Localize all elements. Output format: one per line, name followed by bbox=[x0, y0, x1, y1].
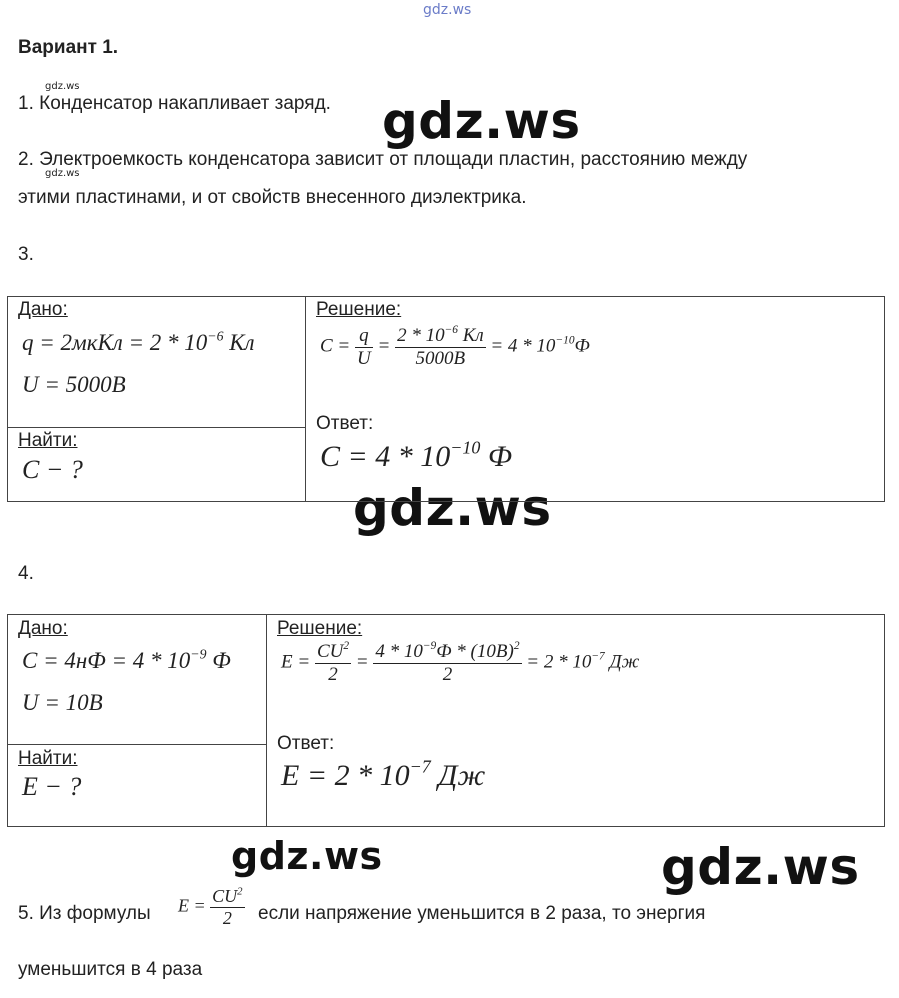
variant-title: Вариант 1. bbox=[18, 37, 119, 58]
question-1: 1. Конденсатор накапливает заряд. bbox=[18, 93, 331, 114]
problem-3-answer: $C = 4 * 10^{-10}$ Ф bbox=[320, 437, 513, 473]
problem-4-solution-formula: E = $\frac{CU^2}{2}$ = $\frac{4 * 10^{-9}Ф * (10В)^2}{2}$ = $2 * 10^{-7}$ Дж bbox=[281, 640, 640, 685]
watermark-top: gdz.ws bbox=[423, 2, 472, 18]
problem-4-answer-label: Ответ: bbox=[277, 733, 335, 754]
problem-3-given-divider bbox=[7, 427, 305, 428]
question-2-line-1: 2. Электроемкость конденсатора зависит от площади пластин, расстоянию между bbox=[18, 149, 748, 170]
problem-4-given-divider bbox=[7, 744, 266, 745]
problem-4-given-label: Дано: bbox=[18, 618, 68, 639]
problem-3-divider bbox=[305, 296, 306, 502]
problem-4-given-voltage: U = 10В bbox=[22, 690, 103, 715]
problem-3-find-label: Найти: bbox=[18, 430, 78, 451]
watermark-small-2: gdz.ws bbox=[45, 168, 80, 179]
question-5-line-2: уменьшится в 4 раза bbox=[18, 959, 203, 980]
problem-3-solution-formula: C = $\frac{q}{U}$ = $\frac{2 * 10^{-6} Кл}{5000В}$ = $4 * 10^{-10}Ф$ bbox=[320, 324, 590, 369]
question-4-number: 4. bbox=[18, 563, 34, 584]
problem-4-given-capacitance: $C = 4нФ = 4 * 10^{-9}$ Ф bbox=[22, 646, 231, 673]
problem-4-find-label: Найти: bbox=[18, 748, 78, 769]
problem-4-solution-label: Решение: bbox=[277, 618, 363, 639]
problem-3-answer-label: Ответ: bbox=[316, 413, 374, 434]
problem-3-solution-label: Решение: bbox=[316, 299, 402, 320]
question-5-prefix: 5. Из формулы bbox=[18, 903, 151, 924]
problem-3-given-voltage: U = 5000В bbox=[22, 372, 126, 397]
problem-4-find: E − ? bbox=[22, 772, 82, 801]
watermark-big-3: gdz.ws bbox=[231, 834, 383, 878]
problem-3-find: C − ? bbox=[22, 455, 83, 484]
problem-4-answer: $E = 2 * 10^{-7}$ Дж bbox=[281, 756, 486, 792]
question-2-line-2: этими пластинами, и от свойств внесенного диэлектрика. bbox=[18, 187, 527, 208]
question-5-formula: E = $\frac{CU^2}{2}$ bbox=[178, 885, 243, 928]
problem-3-given-label: Дано: bbox=[18, 299, 68, 320]
watermark-small-1: gdz.ws bbox=[45, 81, 80, 92]
question-5-suffix: если напряжение уменьшится в 2 раза, то энергия bbox=[258, 903, 706, 924]
question-3-number: 3. bbox=[18, 244, 34, 265]
watermark-big-4: gdz.ws bbox=[661, 838, 860, 896]
problem-4-divider bbox=[266, 614, 267, 827]
watermark-big-1: gdz.ws bbox=[382, 92, 581, 150]
watermark-big-2: gdz.ws bbox=[353, 479, 552, 537]
problem-3-given-charge: q = 2мкКл = $2 * 10^{-6}$ Кл bbox=[22, 328, 255, 355]
